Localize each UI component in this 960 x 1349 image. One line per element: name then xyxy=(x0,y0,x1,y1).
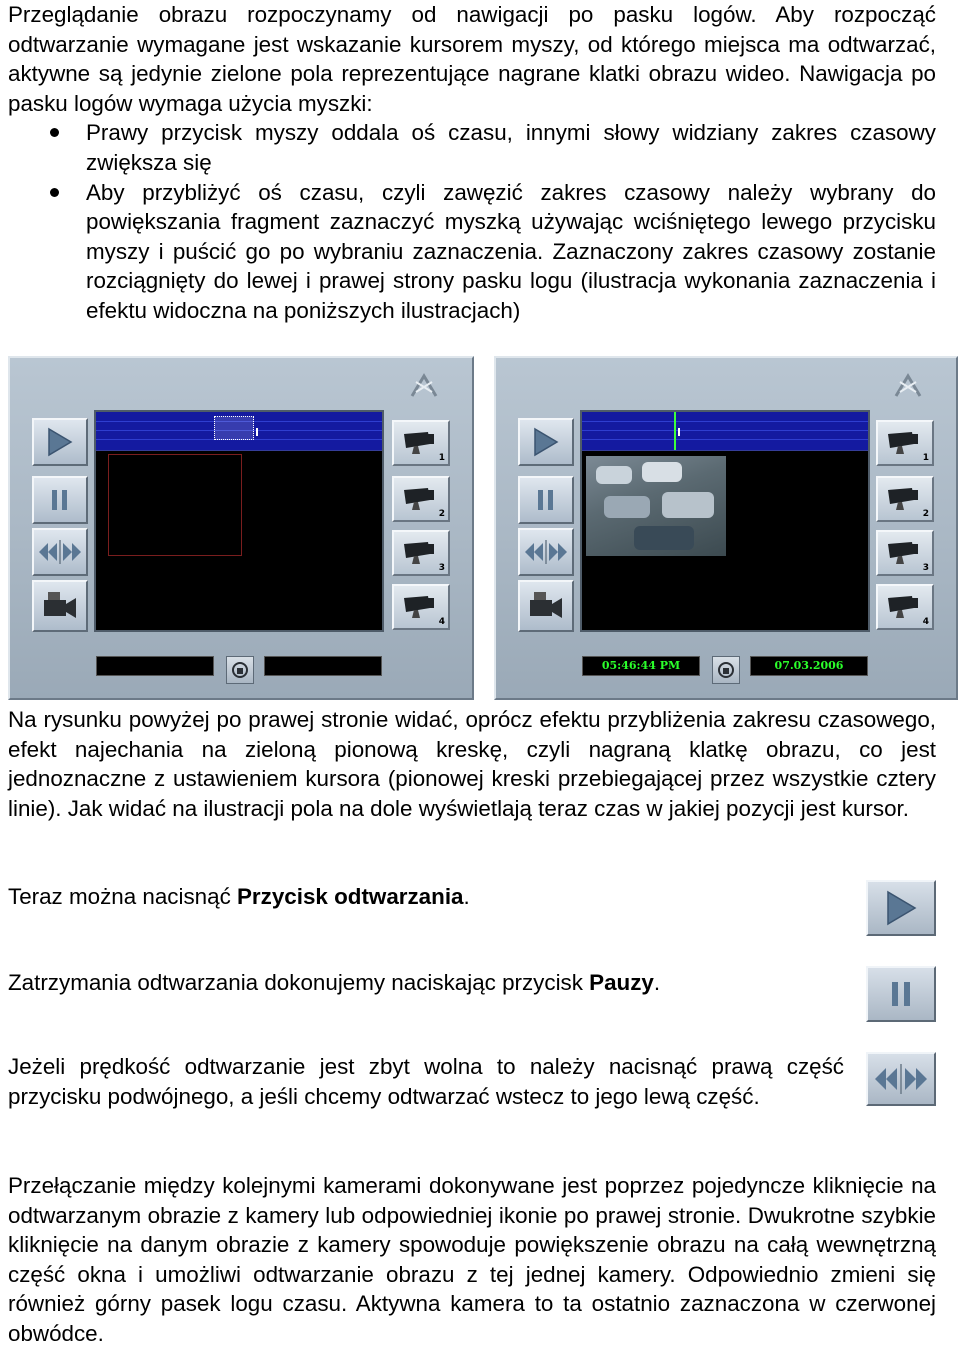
video-screen[interactable] xyxy=(94,410,384,632)
date-display xyxy=(264,656,382,676)
date-display: 07.03.2006 xyxy=(750,656,868,676)
timeline-selection xyxy=(214,416,254,440)
camera-number: 3 xyxy=(922,563,929,573)
pause-icon xyxy=(536,488,556,512)
pause-button[interactable] xyxy=(32,476,88,524)
camera-1-button[interactable] xyxy=(876,420,934,466)
play-instruction xyxy=(8,882,848,912)
play-button-illustration xyxy=(866,880,936,936)
lock-button[interactable] xyxy=(226,656,254,684)
camera-control-button[interactable] xyxy=(518,580,574,632)
camera-3-button[interactable] xyxy=(876,530,934,576)
bullet-zoom-selection: Aby przybliżyć oś czasu, czyli zawęzić zakres czasowy należy wybrany do powiększania fragment zaznaczyć myszką używając wciśniętego lewego przycisku myszy i puścić go po wybraniu zaznaczenia. Zaznaczony zakres czasowy zostanie rozciągnięty do lewej i prawej strony pasku logu (ilustracja wykonania zaznaczenia i efektu widoczna na poniższych ilustracjach) xyxy=(8,178,936,326)
camera-4-button[interactable] xyxy=(876,584,934,630)
camera-number: 2 xyxy=(438,509,445,519)
camera-number: 1 xyxy=(922,453,929,463)
navigation-bullets xyxy=(8,118,936,325)
cursor-explanation xyxy=(8,705,936,823)
pause-icon xyxy=(50,488,70,512)
speed-paragraph: Jeżeli prędkość odtwarzanie jest zbyt wolna to należy nacisnąć prawą część przycisku podwójnego, a jeśli chcemy odtwarzać wstecz to jego lewą część. xyxy=(8,1054,844,1109)
player-screenshot-selection xyxy=(8,356,474,700)
play-icon xyxy=(46,427,74,457)
camera-3-button[interactable] xyxy=(392,530,450,576)
app-logo-icon xyxy=(410,372,438,398)
time-display xyxy=(96,656,214,676)
camera-frame-video[interactable] xyxy=(586,456,726,556)
camera-frame-empty[interactable] xyxy=(108,454,242,556)
play-icon xyxy=(884,890,918,926)
pause-icon xyxy=(890,980,912,1008)
play-line xyxy=(8,882,848,912)
camera-1-button[interactable] xyxy=(392,420,450,466)
camera-control-button[interactable] xyxy=(32,580,88,632)
rewind-forward-illustration xyxy=(866,1052,936,1106)
pause-button[interactable] xyxy=(518,476,574,524)
time-display: 05:46:44 PM xyxy=(582,656,700,676)
rewind-forward-icon xyxy=(37,540,83,564)
camera-icon xyxy=(884,592,922,620)
play-button[interactable] xyxy=(32,418,88,466)
camera-switching xyxy=(8,1171,936,1349)
lock-button[interactable] xyxy=(712,656,740,684)
camcorder-icon xyxy=(40,588,80,624)
play-line-text: Teraz można nacisnąć xyxy=(8,884,237,909)
player-screenshot-zoomed xyxy=(494,356,958,700)
rewind-forward-icon xyxy=(523,540,569,564)
camera-2-button[interactable] xyxy=(876,476,934,522)
pause-line-bold: Pauzy xyxy=(589,970,654,995)
lock-icon xyxy=(717,661,735,679)
log-timeline[interactable] xyxy=(582,412,868,451)
camera-number: 4 xyxy=(438,617,445,627)
camera-icon xyxy=(884,538,922,566)
camera-icon xyxy=(884,484,922,512)
camera-number: 2 xyxy=(922,509,929,519)
mouse-cursor-icon xyxy=(678,428,680,436)
pause-button-illustration xyxy=(866,966,936,1022)
camera-number: 3 xyxy=(438,563,445,573)
rewind-forward-button[interactable] xyxy=(32,528,88,576)
camera-2-button[interactable] xyxy=(392,476,450,522)
recorded-frame-cursor xyxy=(674,412,676,450)
camera-number: 1 xyxy=(438,453,445,463)
intro-section xyxy=(8,0,936,326)
speed-instruction xyxy=(8,1052,844,1111)
camera-icon xyxy=(400,428,438,456)
video-screen[interactable] xyxy=(580,410,870,632)
cursor-paragraph: Na rysunku powyżej po prawej stronie widać, oprócz efektu przybliżenia zakresu czasowego, efekt najechania na zieloną pionową kreskę, czyli nagraną klatkę obrazu, co jest jednoznaczne z ustawieniem kursora (pionowej kreski przebiegającej przez wszystkie cztery linie). Jak widać na ilustracji pola na dole wyświetlają teraz czas w jakiej pozycji jest kursor. xyxy=(8,707,936,821)
camera-icon xyxy=(884,428,922,456)
pause-line-end: . xyxy=(653,970,661,995)
rewind-forward-button[interactable] xyxy=(518,528,574,576)
play-icon xyxy=(532,427,560,457)
camera-number: 4 xyxy=(922,617,929,627)
app-logo-icon xyxy=(894,372,922,398)
camera-icon xyxy=(400,538,438,566)
log-timeline[interactable] xyxy=(96,412,382,451)
camera-icon xyxy=(400,484,438,512)
play-line-end: . xyxy=(463,884,470,909)
play-line-bold: Przycisk odtwarzania xyxy=(237,884,464,909)
intro-paragraph: Przeglądanie obrazu rozpoczynamy od nawigacji po pasku logów. Aby rozpocząć odtwarzanie wymagane jest wskazanie kursorem myszy, od którego miejsca ma odtwarzać, aktywne są jedynie zielone pola reprezentujące nagrane klatki obrazu wideo. Nawigacja po pasku logów wymaga użycia myszki: xyxy=(8,2,936,116)
camera-paragraph: Przełączanie między kolejnymi kamerami dokonywane jest poprzez pojedyncze kliknięcie na odtwarzanym obrazie z kamery lub odpowiedniej ikonie po prawej stronie. Dwukrotne szybkie kliknięcie na danym obrazie z kamery spowoduje powiększenie obrazu na całą wewnętrzną część okna i umożliwi odtwarzanie obrazu z tej jednej kamery. Odpowiednio zmieni się również górny pasek logu czasu. Aktywna kamera to ta ostatnio zaznaczona w czerwonej obwódce. xyxy=(8,1173,936,1346)
pause-line xyxy=(8,968,848,998)
pause-line-text: Zatrzymania odtwarzania dokonujemy naciskając przycisk xyxy=(8,970,590,995)
bullet-right-click: Prawy przycisk myszy oddala oś czasu, innymi słowy widziany zakres czasowy zwiększa się xyxy=(8,118,936,177)
camera-4-button[interactable] xyxy=(392,584,450,630)
camera-icon xyxy=(400,592,438,620)
mouse-cursor-icon xyxy=(256,428,258,436)
camcorder-icon xyxy=(526,588,566,624)
play-button[interactable] xyxy=(518,418,574,466)
rewind-forward-icon xyxy=(872,1064,930,1094)
pause-instruction xyxy=(8,968,848,998)
lock-icon xyxy=(231,661,249,679)
